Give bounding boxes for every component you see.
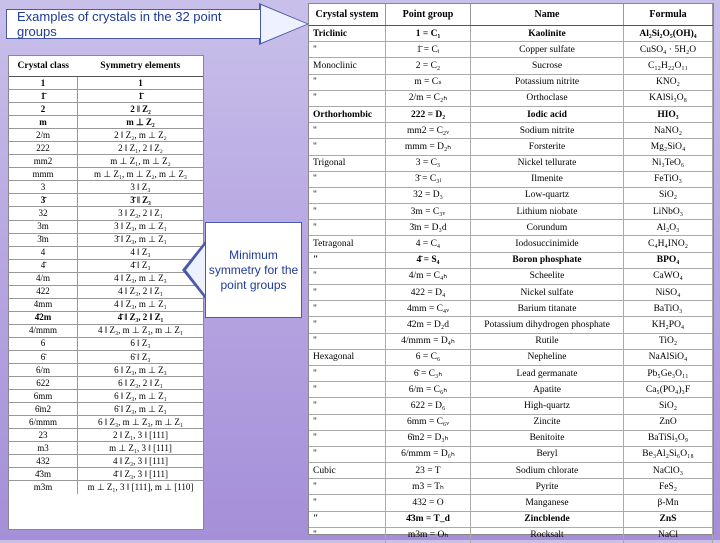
callout-arrow (186, 244, 206, 296)
crystal-system-cell: " (309, 414, 386, 430)
crystal-class-cell: 32 (9, 207, 78, 220)
crystal-system-cell: " (309, 204, 386, 220)
crystal-system-cell: " (309, 268, 386, 284)
crystal-system-cell: " (309, 430, 386, 446)
crystal-system-cell: Trigonal (309, 155, 386, 171)
point-group-row (309, 495, 713, 511)
crystal-name-cell: Kaolinite (471, 26, 624, 42)
crystal-name-cell: Potassium nitrite (471, 74, 624, 90)
point-group-row (309, 301, 713, 317)
point-group-row (309, 511, 713, 527)
crystal-class-row (9, 207, 203, 220)
point-group-cell: 1 = C₁ (386, 26, 471, 42)
crystal-class-cell: 6/mmm (9, 416, 78, 429)
formula-cell: C₁₂H₂₂O₁₁ (624, 58, 713, 74)
symmetry-elements-cell: 6 ‖ Z₃, m ⊥ Z₁ (78, 390, 204, 403)
crystal-class-cell: 2/m (9, 129, 78, 142)
header-symmetry-elements: Symmetry elements (78, 56, 204, 77)
formula-cell: BaTiSi₃O₉ (624, 430, 713, 446)
crystal-class-table (9, 56, 203, 494)
crystal-class-cell: 3̄ (9, 194, 78, 207)
point-group-row (309, 252, 713, 268)
point-group-table (309, 4, 713, 543)
formula-cell: β-Mn (624, 495, 713, 511)
crystal-class-row (9, 455, 203, 468)
point-group-row (309, 90, 713, 106)
formula-cell: CaWO₄ (624, 268, 713, 284)
point-group-cell: 23 = T (386, 463, 471, 479)
crystal-class-row (9, 90, 203, 103)
crystal-name-cell: Zincite (471, 414, 624, 430)
point-group-row (309, 42, 713, 58)
formula-cell: LiNbO₃ (624, 204, 713, 220)
crystal-class-cell: mm2 (9, 155, 78, 168)
formula-cell: KAlSi₃O₈ (624, 90, 713, 106)
crystal-name-cell: Rutile (471, 333, 624, 349)
crystal-class-row (9, 468, 203, 481)
point-group-row (309, 26, 713, 42)
symmetry-elements-cell: 4̄ ‖ Z₃ (78, 259, 204, 272)
point-group-row (309, 430, 713, 446)
formula-cell: HIO₃ (624, 106, 713, 122)
point-group-row (309, 187, 713, 203)
crystal-class-cell: m3 (9, 442, 78, 455)
crystal-name-cell: Manganese (471, 495, 624, 511)
symmetry-elements-cell: 3 ‖ Z₃, 2 ‖ Z₁ (78, 207, 204, 220)
title-callout: Examples of crystals in the 32 point groups (6, 9, 261, 39)
point-group-row (309, 365, 713, 381)
crystal-class-cell: 4/m (9, 272, 78, 285)
point-group-row (309, 220, 713, 236)
crystal-system-cell: " (309, 139, 386, 155)
formula-cell: SiO₂ (624, 398, 713, 414)
crystal-class-row (9, 442, 203, 455)
crystal-class-row (9, 233, 203, 246)
crystal-class-row (9, 259, 203, 272)
header-crystal-system: Crystal system (309, 4, 386, 26)
point-group-cell: 422 = D₄ (386, 285, 471, 301)
point-group-row (309, 106, 713, 122)
crystal-class-row (9, 272, 203, 285)
point-group-row (309, 398, 713, 414)
symmetry-elements-cell: 4̄ ‖ Z₃, 3 ‖ [111] (78, 468, 204, 481)
formula-cell: Al₂Si₂O₅(OH)₄ (624, 26, 713, 42)
point-group-cell: mmm = D₂ₕ (386, 139, 471, 155)
crystal-system-cell: Tetragonal (309, 236, 386, 252)
point-group-row (309, 446, 713, 462)
crystal-name-cell: Sucrose (471, 58, 624, 74)
point-group-row (309, 317, 713, 333)
crystal-system-cell: " (309, 90, 386, 106)
crystal-system-cell: Monoclinic (309, 58, 386, 74)
crystal-name-cell: Nickel sulfate (471, 285, 624, 301)
crystal-name-cell: Zincblende (471, 511, 624, 527)
symmetry-elements-cell: 6 ‖ Z₃, m ⊥ Z₃, m ⊥ Z₁ (78, 416, 204, 429)
formula-cell: NiSO₄ (624, 285, 713, 301)
symmetry-elements-cell: 3 ‖ Z₃, m ⊥ Z₁ (78, 220, 204, 233)
crystal-class-row (9, 364, 203, 377)
crystal-system-cell: " (309, 382, 386, 398)
point-group-row (309, 333, 713, 349)
crystal-name-cell: Forsterite (471, 139, 624, 155)
symmetry-elements-cell: 3 ‖ Z₃ (78, 181, 204, 194)
formula-cell: BaTiO₃ (624, 301, 713, 317)
point-group-row (309, 382, 713, 398)
crystal-system-cell: " (309, 527, 386, 543)
point-group-cell: 3̄ = C₃ᵢ (386, 171, 471, 187)
point-group-cell: 4̄3m = T_d (386, 511, 471, 527)
formula-cell: NaCl (624, 527, 713, 543)
formula-cell: Ni₃TeO₆ (624, 155, 713, 171)
symmetry-elements-cell: 6̄ ‖ Z₃ (78, 350, 204, 363)
symmetry-elements-cell: 4 ‖ Z₃, 2 ‖ Z₁ (78, 285, 204, 298)
header-crystal-class: Crystal class (9, 56, 78, 77)
crystal-class-cell: 3m (9, 220, 78, 233)
symmetry-elements-cell: 4 ‖ Z₃ (78, 246, 204, 259)
crystal-class-cell: 4̄2m (9, 311, 78, 324)
point-group-row (309, 268, 713, 284)
point-group-row (309, 463, 713, 479)
point-group-cell: 6 = C₆ (386, 349, 471, 365)
point-group-row (309, 204, 713, 220)
crystal-system-cell: Orthorhombic (309, 106, 386, 122)
point-group-table-panel (308, 3, 714, 541)
point-group-row (309, 479, 713, 495)
crystal-system-cell: Hexagonal (309, 349, 386, 365)
symmetry-elements-cell: 6 ‖ Z₃, 2 ‖ Z₁ (78, 377, 204, 390)
header-point-group: Point group (386, 4, 471, 26)
point-group-row (309, 139, 713, 155)
crystal-class-row (9, 416, 203, 429)
symmetry-elements-cell: 6̄ ‖ Z₃, m ⊥ Z₁ (78, 403, 204, 416)
crystal-class-row (9, 350, 203, 363)
point-group-cell: 6mm = C₆ᵥ (386, 414, 471, 430)
point-group-cell: m3m = Oₕ (386, 527, 471, 543)
crystal-system-cell: " (309, 252, 386, 268)
crystal-system-cell: " (309, 187, 386, 203)
crystal-class-cell: 6̄m2 (9, 403, 78, 416)
crystal-name-cell: Beryl (471, 446, 624, 462)
crystal-class-row (9, 155, 203, 168)
point-group-cell: 3̄m = D₃d (386, 220, 471, 236)
crystal-class-cell: 3̄m (9, 233, 78, 246)
formula-cell: ZnS (624, 511, 713, 527)
crystal-name-cell: Low-quartz (471, 187, 624, 203)
crystal-class-row (9, 246, 203, 259)
crystal-system-cell: " (309, 511, 386, 527)
crystal-system-cell: " (309, 301, 386, 317)
crystal-system-cell: " (309, 446, 386, 462)
symmetry-elements-cell: 6 ‖ Z₃ (78, 337, 204, 350)
formula-cell: ZnO (624, 414, 713, 430)
title-arrow (261, 5, 307, 43)
symmetry-elements-cell: 1 (78, 77, 204, 90)
crystal-class-row (9, 285, 203, 298)
symmetry-elements-cell: 2 ‖ Z₂ (78, 103, 204, 116)
formula-cell: Be₃Al₂Si₆O₁₈ (624, 446, 713, 462)
formula-cell: FeS₂ (624, 479, 713, 495)
crystal-system-cell: " (309, 317, 386, 333)
crystal-name-cell: Lead germanate (471, 365, 624, 381)
symmetry-elements-cell: m ⊥ Z₁, m ⊥ Z₂, m ⊥ Z₃ (78, 168, 204, 181)
crystal-class-row (9, 129, 203, 142)
formula-cell: NaNO₂ (624, 123, 713, 139)
point-group-row (309, 58, 713, 74)
crystal-class-cell: 4mm (9, 298, 78, 311)
point-group-cell: 3 = C₃ (386, 155, 471, 171)
point-group-row (309, 236, 713, 252)
point-group-cell: 1̄ = Cᵢ (386, 42, 471, 58)
point-group-cell: 4/m = C₄ₕ (386, 268, 471, 284)
crystal-name-cell: Scheelite (471, 268, 624, 284)
point-group-row (309, 155, 713, 171)
symmetry-elements-cell: 1̄ (78, 90, 204, 103)
symmetry-elements-cell: 4 ‖ Z₃, m ⊥ Z₃, m ⊥ Z₁ (78, 324, 204, 337)
symmetry-elements-cell: 3̄ ‖ Z₃, m ⊥ Z₁ (78, 233, 204, 246)
formula-cell: TiO₂ (624, 333, 713, 349)
crystal-system-cell: Triclinic (309, 26, 386, 42)
crystal-class-cell: 4̄3m (9, 468, 78, 481)
point-group-cell: 6/m = C₆ₕ (386, 382, 471, 398)
formula-cell: NaClO₃ (624, 463, 713, 479)
crystal-class-row (9, 181, 203, 194)
crystal-class-row (9, 337, 203, 350)
symmetry-elements-cell: m ⊥ Z₂ (78, 116, 204, 129)
crystal-class-cell: 3 (9, 181, 78, 194)
crystal-class-cell: 6/m (9, 364, 78, 377)
crystal-class-cell: 23 (9, 429, 78, 442)
crystal-class-row (9, 298, 203, 311)
crystal-class-row (9, 429, 203, 442)
point-group-cell: mm2 = C₂ᵥ (386, 123, 471, 139)
crystal-class-row (9, 311, 203, 324)
crystal-name-cell: Ilmenite (471, 171, 624, 187)
point-group-row (309, 171, 713, 187)
crystal-class-cell: 6mm (9, 390, 78, 403)
point-group-cell: m3 = Tₕ (386, 479, 471, 495)
crystal-class-row (9, 77, 203, 90)
point-group-cell: 6̄ = C₃ₕ (386, 365, 471, 381)
crystal-class-cell: 6 (9, 337, 78, 350)
symmetry-elements-cell: 2 ‖ Z₂, m ⊥ Z₂ (78, 129, 204, 142)
crystal-name-cell: Copper sulfate (471, 42, 624, 58)
formula-cell: Al₂O₃ (624, 220, 713, 236)
crystal-name-cell: Orthoclase (471, 90, 624, 106)
point-group-cell: 4̄2m = D₂d (386, 317, 471, 333)
symmetry-elements-cell: 4 ‖ Z₃, m ⊥ Z₃ (78, 272, 204, 285)
symmetry-elements-cell: m ⊥ Z₁, 3 ‖ [111] (78, 442, 204, 455)
crystal-class-cell: 222 (9, 142, 78, 155)
crystal-system-cell: " (309, 398, 386, 414)
crystal-name-cell: Potassium dihydrogen phosphate (471, 317, 624, 333)
crystal-class-row (9, 324, 203, 337)
point-group-cell: 32 = D₃ (386, 187, 471, 203)
crystal-class-cell: 432 (9, 455, 78, 468)
crystal-system-cell: " (309, 220, 386, 236)
point-group-cell: 4/mmm = D₄ₕ (386, 333, 471, 349)
crystal-class-row (9, 142, 203, 155)
crystal-class-cell: 4̄ (9, 259, 78, 272)
point-group-row (309, 123, 713, 139)
crystal-name-cell: Barium titanate (471, 301, 624, 317)
crystal-system-cell: " (309, 479, 386, 495)
crystal-system-cell: " (309, 123, 386, 139)
crystal-name-cell: Lithium niobate (471, 204, 624, 220)
crystal-system-cell: " (309, 333, 386, 349)
crystal-class-table-panel (8, 55, 204, 530)
point-group-row (309, 527, 713, 543)
crystal-class-row (9, 194, 203, 207)
crystal-name-cell: High-quartz (471, 398, 624, 414)
point-group-cell: 6̄m2 = D₃ₕ (386, 430, 471, 446)
crystal-class-row (9, 103, 203, 116)
symmetry-elements-cell: m ⊥ Z₁, m ⊥ Z₂ (78, 155, 204, 168)
crystal-system-cell: " (309, 365, 386, 381)
formula-cell: CuSO₄ · 5H₂O (624, 42, 713, 58)
formula-cell: BPO₄ (624, 252, 713, 268)
symmetry-elements-cell: 4 ‖ Z₃, 3 ‖ [111] (78, 455, 204, 468)
crystal-class-row (9, 116, 203, 129)
point-group-cell: 222 = D₂ (386, 106, 471, 122)
crystal-name-cell: Benitoite (471, 430, 624, 446)
point-group-cell: 6/mmm = D₆ₕ (386, 446, 471, 462)
crystal-name-cell: Nickel tellurate (471, 155, 624, 171)
crystal-class-cell: m (9, 116, 78, 129)
crystal-class-cell: 422 (9, 285, 78, 298)
crystal-class-row (9, 390, 203, 403)
formula-cell: KH₂PO₄ (624, 317, 713, 333)
crystal-class-row (9, 377, 203, 390)
symmetry-elements-cell: 6 ‖ Z₃, m ⊥ Z₃ (78, 364, 204, 377)
crystal-class-cell: 2 (9, 103, 78, 116)
crystal-system-cell: " (309, 171, 386, 187)
crystal-system-cell: " (309, 495, 386, 511)
crystal-name-cell: Nepheline (471, 349, 624, 365)
formula-cell: SiO₂ (624, 187, 713, 203)
crystal-name-cell: Iodosuccinimide (471, 236, 624, 252)
formula-cell: C₄H₄INO₂ (624, 236, 713, 252)
crystal-class-row (9, 220, 203, 233)
symmetry-elements-cell: 2 ‖ Z₁, 3 ‖ [111] (78, 429, 204, 442)
crystal-class-row (9, 481, 203, 494)
crystal-class-cell: 4 (9, 246, 78, 259)
crystal-class-row (9, 403, 203, 416)
symmetry-elements-cell: 4 ‖ Z₃, m ⊥ Z₁ (78, 298, 204, 311)
symmetry-elements-cell: 4̄ ‖ Z₃, 2 ‖ Z₁ (78, 311, 204, 324)
crystal-name-cell: Pyrite (471, 479, 624, 495)
formula-cell: NaAlSiO₄ (624, 349, 713, 365)
crystal-class-cell: 6̄ (9, 350, 78, 363)
crystal-class-cell: 1̄ (9, 90, 78, 103)
crystal-system-cell: " (309, 285, 386, 301)
point-group-row (309, 285, 713, 301)
point-group-row (309, 74, 713, 90)
point-group-cell: m = Cₛ (386, 74, 471, 90)
symmetry-elements-cell: m ⊥ Z₁, 3 ‖ [111], m ⊥ [110] (78, 481, 204, 494)
formula-cell: Pb₅Ge₃O₁₁ (624, 365, 713, 381)
crystal-class-row (9, 168, 203, 181)
minimum-symmetry-callout: Minimum symmetry for the point groups (205, 222, 302, 318)
symmetry-elements-cell: 2 ‖ Z₁, 2 ‖ Z₂ (78, 142, 204, 155)
crystal-name-cell: Boron phosphate (471, 252, 624, 268)
crystal-class-cell: 4/mmm (9, 324, 78, 337)
header-formula: Formula (624, 4, 713, 26)
point-group-cell: 4mm = C₄ᵥ (386, 301, 471, 317)
crystal-class-cell: 1 (9, 77, 78, 90)
crystal-class-cell: m3m (9, 481, 78, 494)
crystal-name-cell: Rocksalt (471, 527, 624, 543)
symmetry-elements-cell: 3̄ ‖ Z₃ (78, 194, 204, 207)
point-group-cell: 3m = C₃ᵥ (386, 204, 471, 220)
crystal-system-cell: " (309, 74, 386, 90)
point-group-row (309, 349, 713, 365)
formula-cell: KNO₂ (624, 74, 713, 90)
point-group-cell: 2 = C₂ (386, 58, 471, 74)
crystal-name-cell: Sodium chlorate (471, 463, 624, 479)
point-group-cell: 4 = C₄ (386, 236, 471, 252)
crystal-system-cell: " (309, 42, 386, 58)
crystal-name-cell: Apatite (471, 382, 624, 398)
point-group-cell: 622 = D₆ (386, 398, 471, 414)
crystal-system-cell: Cubic (309, 463, 386, 479)
point-group-cell: 432 = O (386, 495, 471, 511)
crystal-name-cell: Iodic acid (471, 106, 624, 122)
formula-cell: Mg₂SiO₄ (624, 139, 713, 155)
formula-cell: Ca₅(PO₄)₃F (624, 382, 713, 398)
crystal-name-cell: Corundum (471, 220, 624, 236)
crystal-name-cell: Sodium nitrite (471, 123, 624, 139)
header-name: Name (471, 4, 624, 26)
point-group-cell: 4̄ = S₄ (386, 252, 471, 268)
point-group-cell: 2/m = C₂ₕ (386, 90, 471, 106)
point-group-row (309, 414, 713, 430)
crystal-class-cell: mmm (9, 168, 78, 181)
formula-cell: FeTiO₃ (624, 171, 713, 187)
crystal-class-cell: 622 (9, 377, 78, 390)
